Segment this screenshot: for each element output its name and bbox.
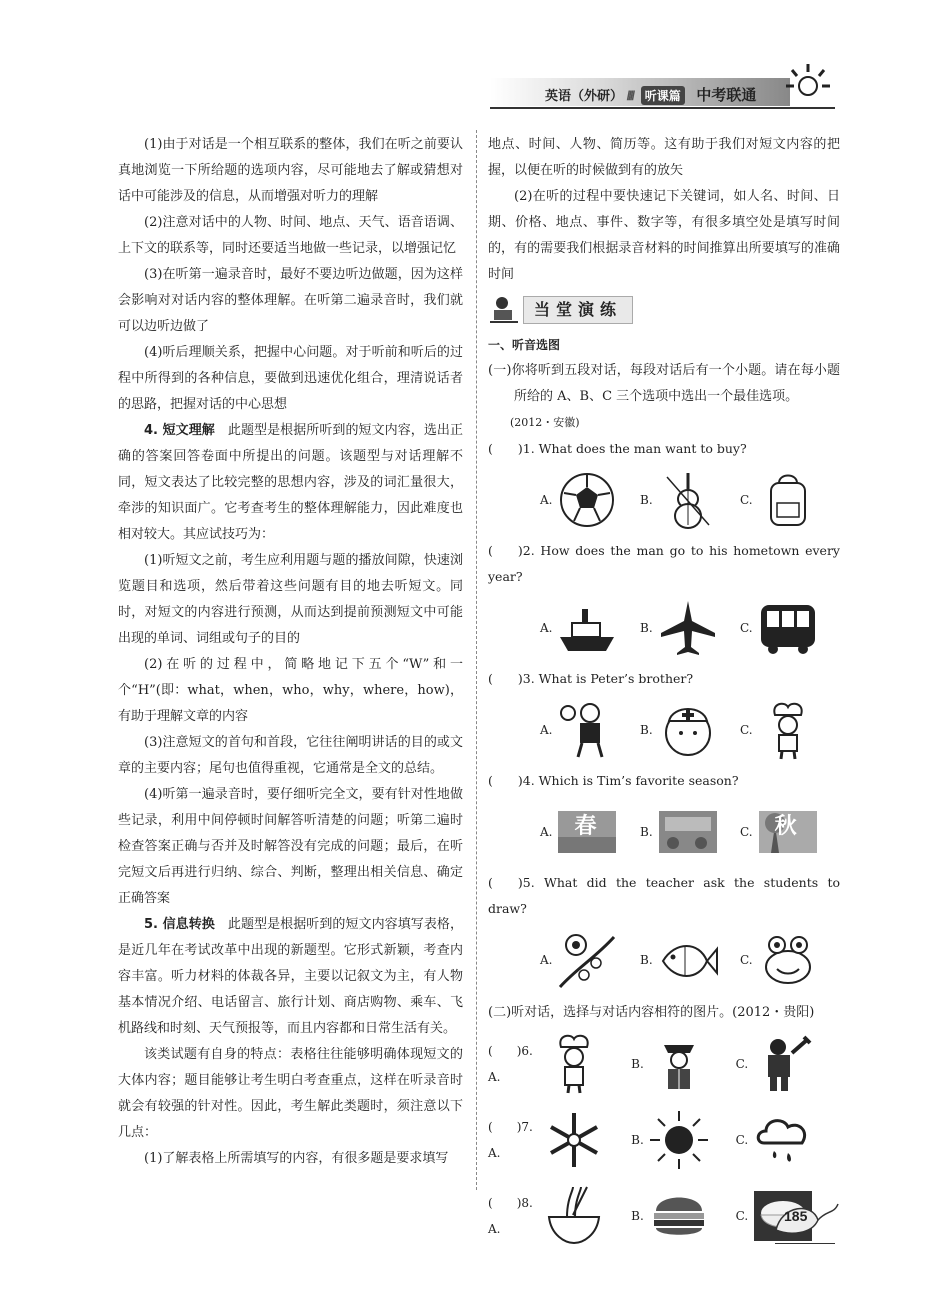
option-letter: B. (631, 1209, 644, 1223)
header-rule (490, 107, 835, 109)
option-letter: C. (740, 825, 753, 839)
paragraph (118, 418, 463, 548)
hamburger-icon (648, 1185, 710, 1247)
option-letter: C. (735, 1209, 749, 1223)
option-letter: B. (640, 493, 653, 507)
paragraph: (1)由于对话是一个相互联系的整体，我们在听之前要认真地浏览一下所给题的选项内容，尽可能地去了解或猜想对话中可能涉及的信息，从而增强对听力的理解 (118, 137, 463, 204)
frog-icon (757, 929, 819, 991)
option[interactable] (540, 469, 640, 531)
option-letter: B. (631, 1057, 644, 1071)
spring-icon (556, 801, 618, 863)
season-character: 春 (574, 813, 597, 839)
options-row (488, 1102, 840, 1178)
option[interactable] (540, 699, 640, 761)
question: ( )3. What is Peter’s brother? (488, 671, 694, 686)
option[interactable] (740, 929, 840, 991)
left-column (118, 132, 463, 1172)
sun-icon (648, 1109, 710, 1171)
answer-blank[interactable]: ( (488, 543, 493, 558)
option[interactable] (540, 801, 640, 863)
column-divider (476, 130, 477, 1190)
paragraph (118, 912, 463, 1042)
question: ( )5. What did the teacher ask the students to draw? (488, 875, 840, 916)
option[interactable] (640, 801, 740, 863)
right-column (488, 132, 840, 1254)
option[interactable] (740, 469, 840, 531)
options-row (488, 922, 840, 998)
paragraph: (4)听第一遍录音时，要仔细听完全文，要有针对性地做些记录，利用中间停顿时间解答听清楚的问题；听第二遍时检查答案正确与否并及时解答没有完成的问题；最后，在听完短文后再进行归纳、综合、判断，整理出相关信息、确定正确答案 (118, 787, 463, 906)
noodles-icon[interactable] (543, 1185, 605, 1247)
paragraph-heading: 5. 信息转换 (144, 917, 215, 932)
question-text: 5. What did the teacher ask the students to draw? (488, 875, 840, 916)
header-series: 中考联通 (696, 87, 757, 104)
answer-blank[interactable]: ( (488, 671, 493, 686)
paragraph: (4)听后理顺关系，把握中心问题。对于听前和听后的过程中所得到的各种信息，要做到迅速优化组合，理清说话者的思路，把握对话的中心思想 (118, 345, 463, 412)
options-row (488, 794, 840, 870)
question-text: 1. What does the man want to buy? (522, 441, 747, 456)
option-letter: C. (740, 723, 753, 737)
footer-rule (775, 1243, 835, 1244)
sub2-instructions: (二)听对话，选择与对话内容相符的图片。(2012・贵阳) (488, 1005, 815, 1020)
chef-icon (757, 699, 819, 761)
option[interactable] (540, 597, 640, 659)
option[interactable] (640, 929, 740, 991)
soccer-ball-icon (556, 469, 618, 531)
option[interactable] (640, 699, 740, 761)
cook-icon[interactable] (543, 1033, 605, 1095)
option[interactable] (640, 597, 740, 659)
question-text: 2. How does the man go to his hometown every year? (488, 543, 840, 584)
option-letter: C. (740, 493, 753, 507)
question: ( )2. How does the man go to his hometown every year? (488, 543, 840, 584)
bus-icon (757, 597, 819, 659)
header-subject: 英语（外研） (545, 88, 624, 103)
option-letter: B. (640, 825, 653, 839)
option-letter: A. (540, 825, 553, 839)
option-letter: C. (735, 1133, 749, 1147)
question-label: )6. A. (488, 1044, 533, 1084)
option-letter: C. (735, 1057, 749, 1071)
page-header (490, 60, 840, 110)
option[interactable] (736, 1033, 840, 1095)
backpack-icon (757, 469, 819, 531)
options-row (488, 692, 840, 768)
paragraph-text: 此题型是根据所听到的短文内容，选出正确的答案回答卷面中所提出的问题。该题型与对话理解不同，短文表达了比较完整的思想内容，涉及的词汇量很大，牵涉的知识面广。它考查考生的整体理解能力，因此难度也相对较大。其应试技巧为： (118, 423, 463, 542)
answer-blank[interactable]: ( (488, 441, 493, 456)
option-letter: C. (740, 621, 753, 635)
header-tag: 听课篇 (641, 86, 685, 105)
page-number: 185 (784, 1208, 808, 1224)
option[interactable] (640, 469, 740, 531)
question-number (488, 1114, 543, 1166)
paragraph: (1)听短文之前，考生应利用题与题的播放间隙，快速浏览题目和选项，然后带着这些问题有目的地去听短文。同时，对短文的内容进行预测，从而达到提前预测短文中可能出现的单词、词组或句子的目的 (118, 553, 463, 646)
option[interactable] (540, 929, 640, 991)
option-letter: B. (640, 723, 653, 737)
option[interactable] (631, 1109, 735, 1171)
options-row (488, 1026, 840, 1102)
violin-icon (657, 469, 719, 531)
rain-icon (752, 1109, 814, 1171)
option-letter: B. (631, 1133, 644, 1147)
option-letter: C. (740, 953, 753, 967)
question-text: 4. Which is Tim’s favorite season? (522, 773, 739, 788)
season-character: 秋 (774, 813, 797, 839)
paragraph: (3)在听第一遍录音时，最好不要边听边做题，因为这样会影响对对话内容的整体理解。在听第二遍录音时，我们就可以边听边做了 (118, 267, 463, 334)
sub1-source: (2012・安徽) (510, 416, 580, 429)
option[interactable] (740, 597, 840, 659)
question-label: )7. A. (488, 1120, 533, 1160)
option[interactable] (740, 699, 840, 761)
autumn-icon (757, 801, 819, 863)
policeman-icon (648, 1033, 710, 1095)
option[interactable] (736, 1109, 840, 1171)
options-row (488, 590, 840, 666)
question-text: 3. What is Peter’s brother? (522, 671, 694, 686)
paragraph-text: 此题型是根据听到的短文内容填写表格，是近几年在考试改革中出现的新题型。它形式新颖，考查内容丰富。听力材料的体裁各异，主要以记叙文为主，有人物基本情况介绍、电话留言、旅行计划、商店购物、乘车、飞机路线和时刻、天气预报等，而且内容都和日常生活有关。 (118, 917, 463, 1036)
option-letter: A. (540, 621, 553, 635)
sun-logo-icon (782, 60, 834, 108)
option[interactable] (631, 1185, 735, 1247)
option-letter: A. (540, 953, 553, 967)
writing-person-icon (488, 294, 520, 324)
question-list-1 (488, 436, 840, 998)
option-letter: B. (640, 953, 653, 967)
paragraph-heading: 4. 短文理解 (144, 423, 215, 438)
snow-icon[interactable] (543, 1109, 605, 1171)
page-number-badge (772, 1200, 842, 1240)
paragraph: (3)注意短文的首句和首段，它往往阐明讲话的目的或文章的主要内容；尾句也值得重视，它通常是全文的总结。 (118, 735, 463, 776)
question-number (488, 1190, 543, 1242)
sub1-text: (一)你将听到五段对话，每段对话后有一个小题。请在每小题所给的 A、B、C 三个选项中选出一个最佳选项。 (488, 363, 840, 404)
answer-blank[interactable]: ( (488, 1044, 493, 1058)
part-title: 一、听音选图 (488, 338, 561, 352)
nurse-icon (657, 699, 719, 761)
question: ( )1. What does the man want to buy? (488, 441, 747, 456)
basketball-player-icon (556, 699, 618, 761)
summer-icon (657, 801, 719, 863)
options-row (488, 462, 840, 538)
answer-blank[interactable]: ( (488, 875, 493, 890)
paragraph: (2)在听的过程中，简略地记下五个“W”和一个“H”(即：what，when，who，why，where，how)，有助于理解文章的内容 (118, 657, 463, 724)
option-letter: A. (540, 493, 553, 507)
ship-icon (556, 597, 618, 659)
option-letter: A. (540, 723, 553, 737)
answer-blank[interactable]: ( (488, 1120, 493, 1134)
answer-blank[interactable]: ( (488, 773, 493, 788)
question-number (488, 1038, 543, 1090)
paragraph: (1)了解表格上所需填写的内容，有很多题是要求填写 (144, 1151, 449, 1166)
paragraph: (2)注意对话中的人物、时间、地点、天气、语音语调、上下文的联系等，同时还要适当地做一些记录，以增强记忆 (118, 215, 463, 256)
answer-blank[interactable]: ( (488, 1196, 493, 1210)
airplane-icon (657, 597, 719, 659)
header-text: 英语（外研） //// 听课篇 中考联通 (545, 87, 757, 104)
right-top-text (488, 132, 840, 288)
paragraph: 地点、时间、人物、简历等。这有助于我们对短文内容的把握，以便在听的时候做到有的放矢 (488, 137, 840, 178)
option[interactable] (631, 1033, 735, 1095)
option-letter: B. (640, 621, 653, 635)
question: ( )4. Which is Tim’s favorite season? (488, 773, 739, 788)
section-bar (488, 294, 840, 324)
sub1-instructions (488, 358, 840, 410)
paragraph: 该类试题有自身的特点：表格往往能够明确体现短文的大体内容；题目能够让考生明白考查重点，这样在听录音时就会有较强的针对性。因此，考生解此类题时，须注意以下几点： (118, 1047, 463, 1140)
fish-icon (657, 929, 719, 991)
section-title: 当堂演练 (523, 296, 633, 324)
question-label: )8. A. (488, 1196, 533, 1236)
flower-icon (556, 929, 618, 991)
option[interactable] (740, 801, 840, 863)
paragraph: (2)在听的过程中要快速记下关键词，如人名、时间、日期、价格、地点、事件、数字等，有很多填空处是填写时间的，有的需要我们根据录音材料的时间推算出所要填写的准确时间 (488, 189, 840, 282)
mechanic-icon (752, 1033, 814, 1095)
